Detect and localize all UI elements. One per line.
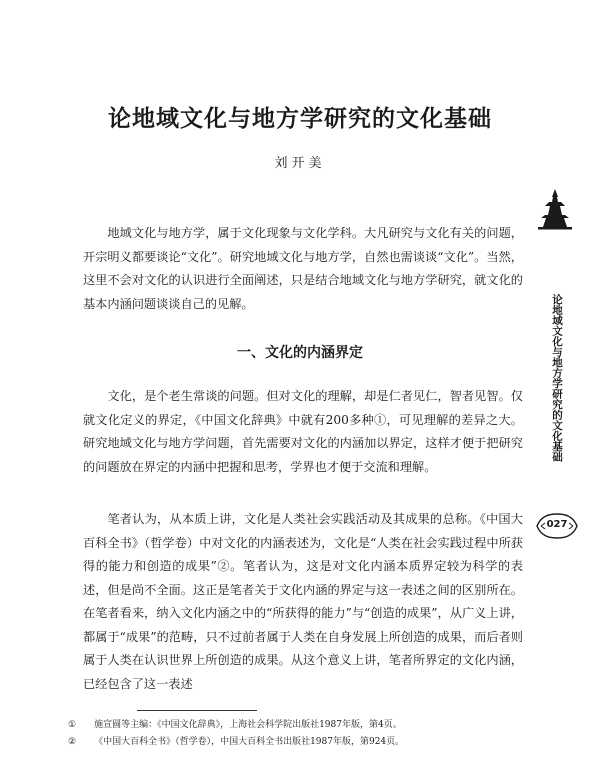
body-paragraph-2: 笔者认为，从本质上讲，文化是人类社会实践活动及其成果的总称。《中国大百科全书》（哲学卷）中对文化的内涵表述为，文化是“人类在社会实践过程中所获得的能力和创造的成果”②。笔者认为，这是对文化内涵本质界定较为科学的表述，但是尚不全面。这正是笔者关于文化内涵的界定与这一表述之间的区别所在。在笔者看来，纳入文化内涵之中的“所获得的能力”与“创造的成果”，从广义上讲，都属于“成果”的范畴，只不过前者属于人类在自身发展上所创造的成果，而后者则属于人类在认识世界上所创造的成果。从这个意义上讲，笔者所界定的文化内涵，已经包含了这一表述	[83, 512, 523, 691]
article-title: 论地域文化与地方学研究的文化基础	[108, 105, 492, 132]
page-number: 027	[546, 519, 568, 530]
footnote-2-text: 《中国大百科全书》（哲学卷），中国大百科全书出版社1987年版，第924页。	[94, 737, 405, 747]
intro-paragraph: 地域文化与地方学，属于文化现象与文化学科。大凡研究与文化有关的问题，开宗明义都要谈论“文化”。研究地域文化与地方学，自然也需谈谈“文化”。当然，这里不会对文化的认识进行全面阐述，只是结合地域文化与地方学研究，就文化的基本内涵问题谈谈自己的见解。	[83, 226, 523, 311]
footnote-divider	[137, 710, 257, 711]
footnote-1	[68, 718, 538, 732]
footnote-2	[68, 735, 538, 749]
section-heading: 一、文化的内涵界定	[237, 345, 363, 361]
footnote-1-mark: ①	[68, 720, 77, 730]
pagoda-emblem-icon	[537, 188, 573, 230]
footnote-2-mark: ②	[68, 737, 77, 747]
running-title-vertical: 论地域文化与地方学研究的文化基础	[551, 294, 563, 462]
body-paragraph-1: 文化，是个老生常谈的问题。但对文化的理解，却是仁者见仁，智者见智。仅就文化定义的界定，《中国文化辞典》中就有200多种①，可见理解的差异之大。研究地域文化与地方学问题，首先需要对文化的内涵加以界定，这样才便于把研究的问题放在界定的内涵中把握和思考，学界也才便于交流和理解。	[83, 389, 523, 474]
author-name: 刘开美	[274, 156, 326, 171]
footnote-1-text: 施宣圆等主编：《中国文化辞典》，上海社会科学院出版社1987年版，第4页。	[94, 720, 402, 730]
